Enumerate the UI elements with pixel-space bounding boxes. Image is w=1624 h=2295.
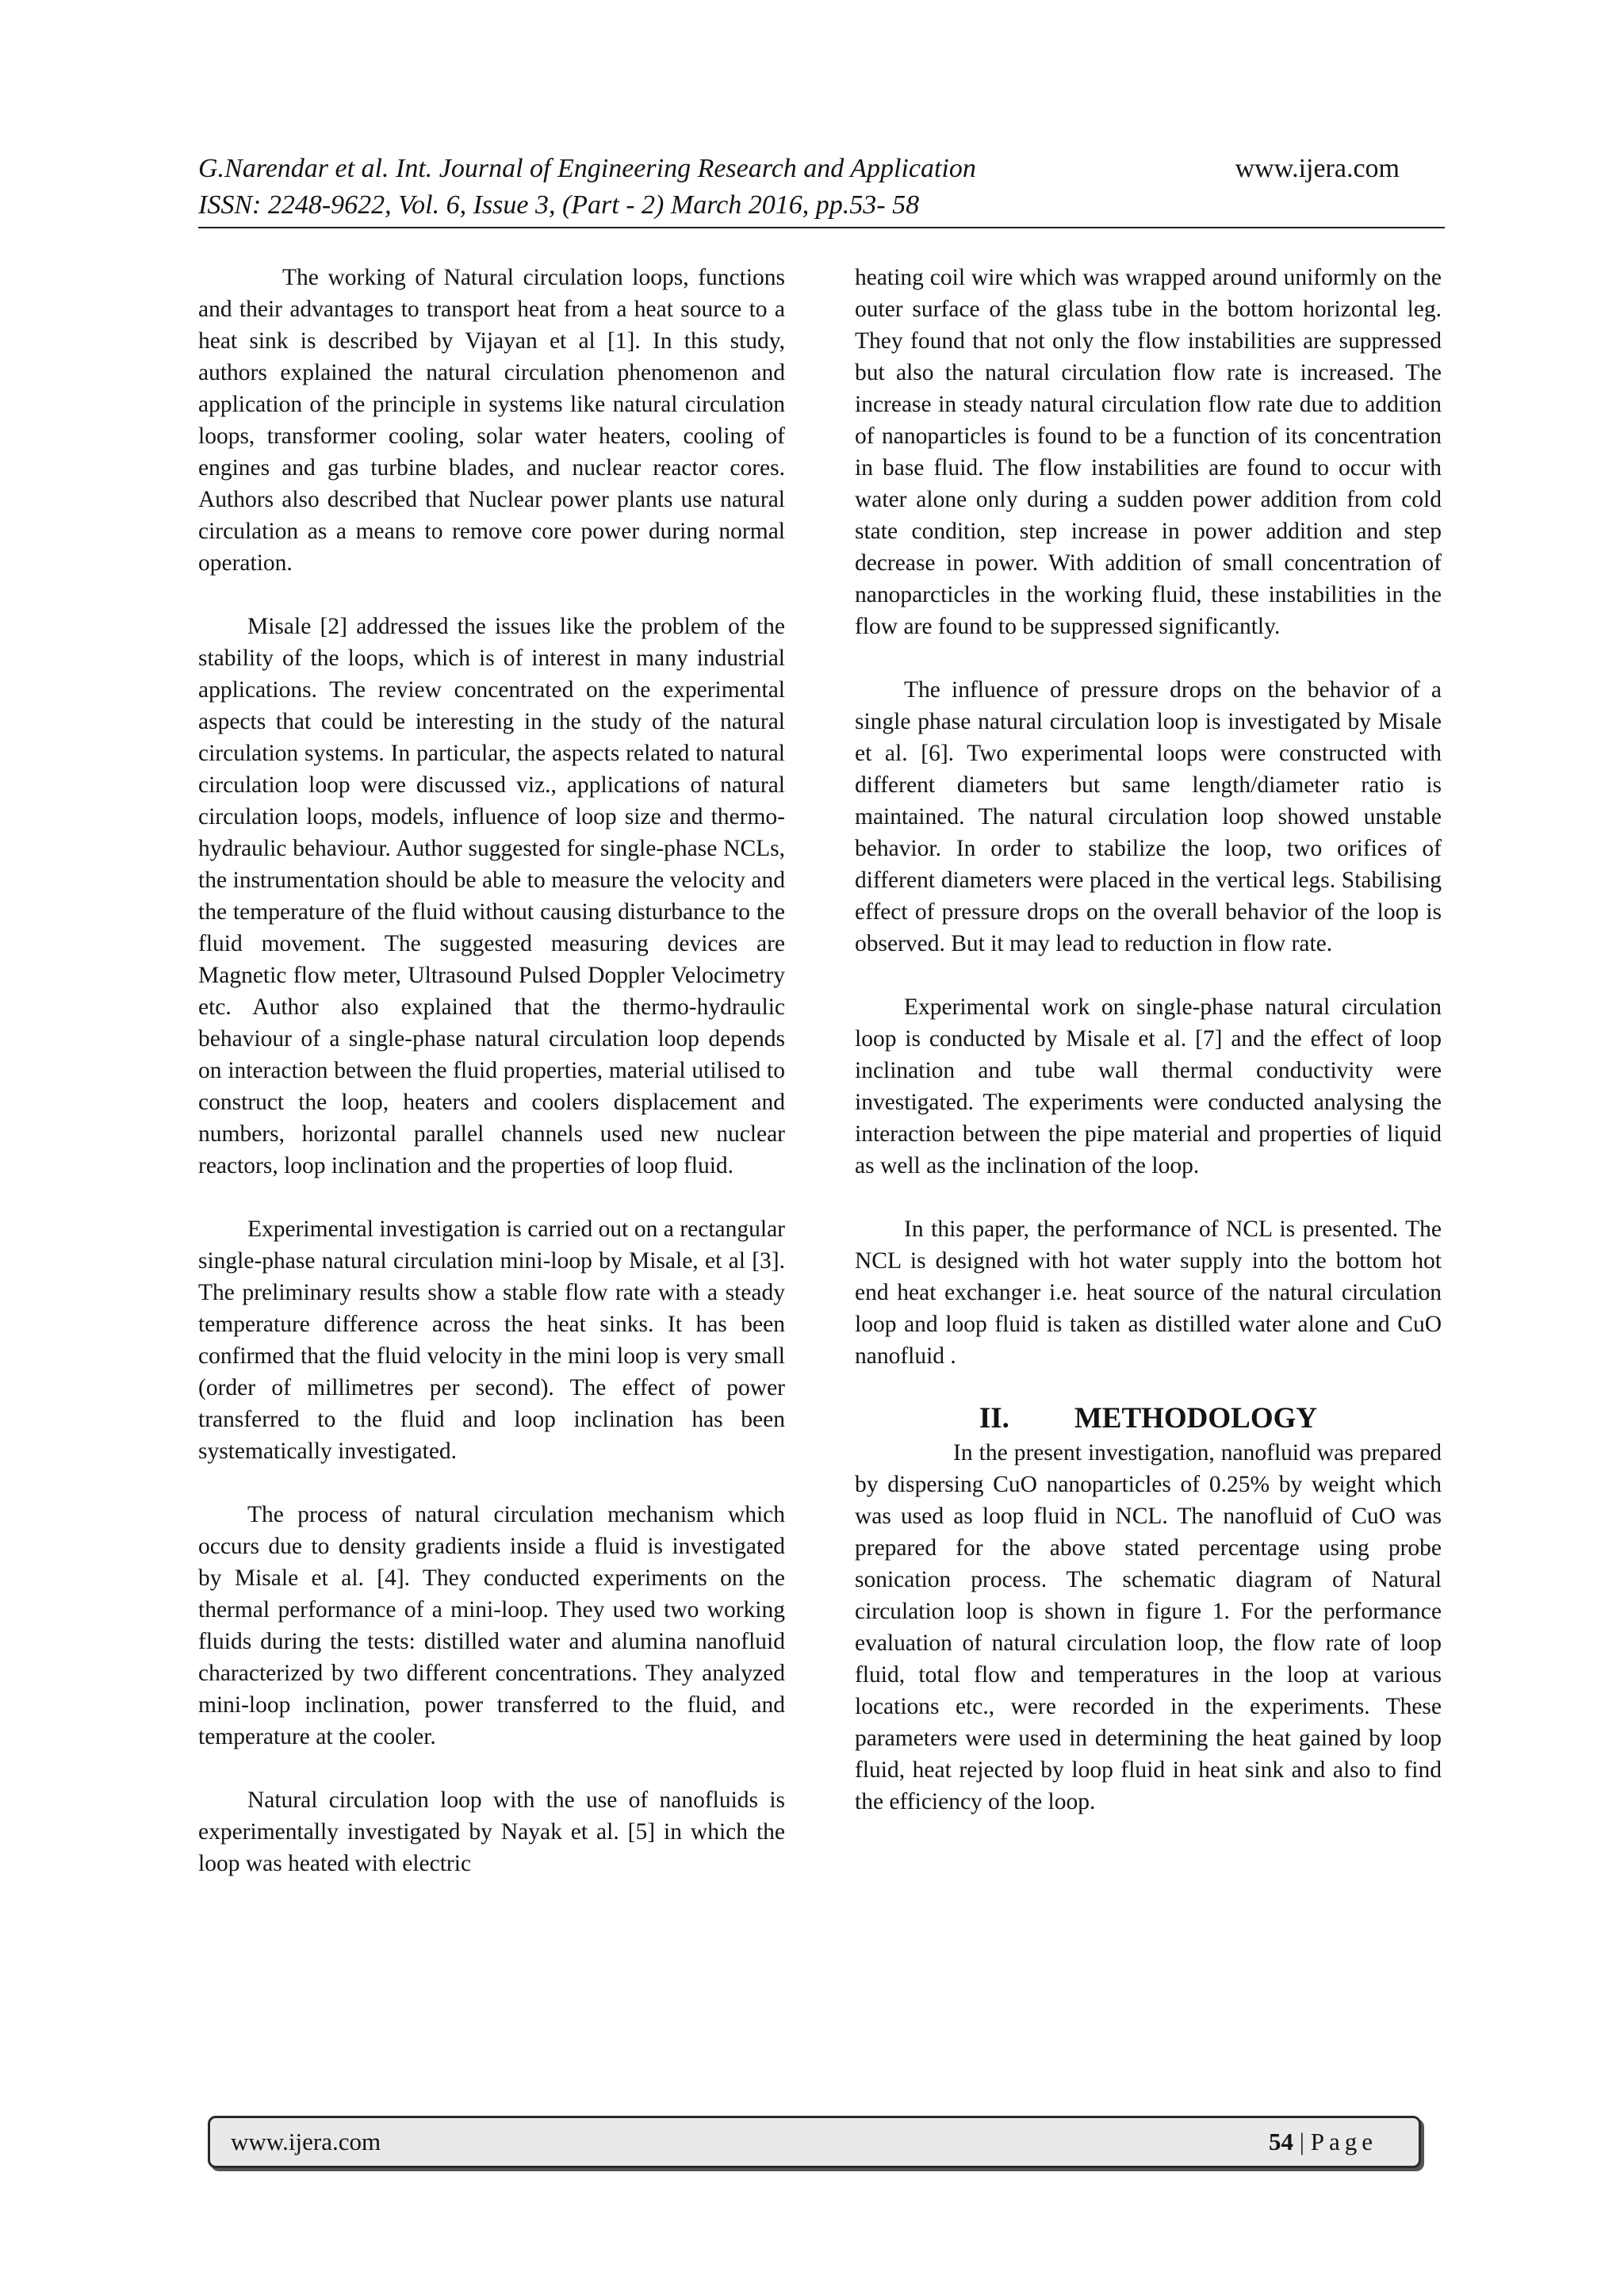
- paragraph-nayak-continued: heating coil wire which was wrapped around uniformly on the outer surface of the glass tube in the bottom horizontal leg. They found that not only the flow instabilities are suppressed but also the natural circulation flow rate is increased. The increase in steady natural circulation flow rate due to addition of nanoparticles is found to be a function of its concentration in base fluid. The flow instabilities are found to occur with water alone only during a sudden power addition from cold state condition, step increase in power addition and step decrease in power. With addition of small concentration of nanoparcticles in the working fluid, these instabilities in the flow are found to be suppressed significantly.: [855, 265, 1442, 639]
- header-top-row: [198, 151, 1400, 187]
- header-website-link[interactable]: www.ijera.com: [1235, 154, 1400, 183]
- page-footer: [208, 2116, 1421, 2168]
- page-word: Page: [1310, 2128, 1377, 2155]
- paragraph-this-paper: In this paper, the performance of NCL is presented. The NCL is designed with hot water supply into the bottom hot end heat exchanger i.e. heat source of the natural circulation loop and loop fluid is taken as distilled water alone and CuO nanofluid .: [855, 1216, 1442, 1369]
- paragraph-misale-7: Experimental work on single-phase natural circulation loop is conducted by Misale et al. [7] and the effect of loop inclination and tube wall thermal conductivity were investigated. The experiments were conducted analysing the interaction between the pipe material and properties of liquid as well as the inclination of the loop.: [855, 994, 1442, 1178]
- page-indicator: [1269, 2128, 1377, 2156]
- paragraph-methodology: In the present investigation, nanofluid was prepared by dispersing CuO nanoparticles of 0.25% by weight which was used as loop fluid in NCL. The nanofluid of CuO was prepared for the above stated percentage using probe sonication process. The schematic diagram of Natural circulation loop is shown in figure 1. For the performance evaluation of natural circulation loop, the flow rate of loop fluid, total flow and temperatures in the loop at various locations etc., were recorded in the experiments. These parameters were used in determining the heat gained by loop fluid, heat rejected by loop fluid in heat sink and also to find the efficiency of the loop.: [855, 1440, 1442, 1814]
- section-title: METHODOLOGY: [1074, 1402, 1318, 1435]
- page-header: [198, 151, 1435, 224]
- paragraph-misale-6: The influence of pressure drops on the behavior of a single phase natural circulation loop is investigated by Misale et al. [6]. Two experimental loops were constructed with different diameters but same length/diameter ratio is maintained. The natural circulation loop showed unstable behavior. In order to stabilize the loop, two orifices of different diameters were placed in the vertical legs. Stabilising effect of pressure drops on the overall behavior of the loop is observed. But it may lead to reduction in flow rate.: [855, 677, 1442, 956]
- paragraph-nayak-start: Natural circulation loop with the use of nanofluids is experimentally investigated by Nayak et al. [5] in which the loop was heated with electric: [198, 1787, 785, 1876]
- issn-line: ISSN: 2248-9622, Vol. 6, Issue 3, (Part - 2) March 2016, pp.53- 58: [198, 190, 920, 220]
- right-column: [855, 262, 1442, 1818]
- paragraph-misale-3: Experimental investigation is carried out on a rectangular single-phase natural circulation mini-loop by Misale, et al [3]. The preliminary results show a stable flow rate with a steady temperature difference across the heat sinks. It has been confirmed that the fluid velocity in the mini loop is very small (order of millimetres per second). The effect of power transferred to the fluid and loop inclination has been systematically investigated.: [198, 1216, 785, 1464]
- section-number: II.: [979, 1402, 1009, 1435]
- footer-website-link[interactable]: www.ijera.com: [231, 2128, 381, 2155]
- header-rule: [198, 227, 1445, 228]
- paragraph-misale-2: Misale [2] addressed the issues like the problem of the stability of the loops, which is of interest in many industrial applications. The review concentrated on the experimental aspects that could be interesting in the study of the natural circulation systems. In particular, the aspects related to natural circulation loop were discussed viz., applications of natural circulation loops, models, influence of loop size and thermo-hydraulic behaviour. Author suggested for single-phase NCLs, the instrumentation should be able to measure the velocity and the temperature of the fluid without causing disturbance to the fluid movement. The suggested measuring devices are Magnetic flow meter, Ultrasound Pulsed Doppler Velocimetry etc. Author also explained that the thermo-hydraulic behaviour of a single-phase natural circulation loop depends on interaction between the fluid properties, material utilised to construct the loop, heaters and coolers displacement and numbers, horizontal parallel channels used new nuclear reactors, loop inclination and the properties of loop fluid.: [198, 614, 785, 1178]
- paragraph-misale-4: The process of natural circulation mechanism which occurs due to density gradients inside a fluid is investigated by Misale et al. [4]. They conducted experiments on the thermal performance of a mini-loop. They used two working fluids during the tests: distilled water and alumina nanofluid characterized by two different concentrations. They analyzed mini-loop inclination, power transferred to the fluid, and temperature at the cooler.: [198, 1502, 785, 1749]
- journal-citation: G.Narendar et al. Int. Journal of Engineering Research and Application: [198, 154, 976, 183]
- left-column: [198, 262, 785, 1879]
- paragraph-vijayan: The working of Natural circulation loops, functions and their advantages to transport heat from a heat source to a heat sink is described by Vijayan et al [1]. In this study, authors explained the natural circulation phenomenon and application of the principle in systems like natural circulation loops, transformer cooling, solar water heaters, cooling of engines and gas turbine blades, and nuclear reactor cores. Authors also described that Nuclear power plants use natural circulation as a means to remove core power during normal operation.: [198, 265, 785, 576]
- section-heading-methodology: [855, 1400, 1442, 1437]
- page-number: 54: [1269, 2128, 1294, 2155]
- page-separator: |: [1299, 2128, 1304, 2155]
